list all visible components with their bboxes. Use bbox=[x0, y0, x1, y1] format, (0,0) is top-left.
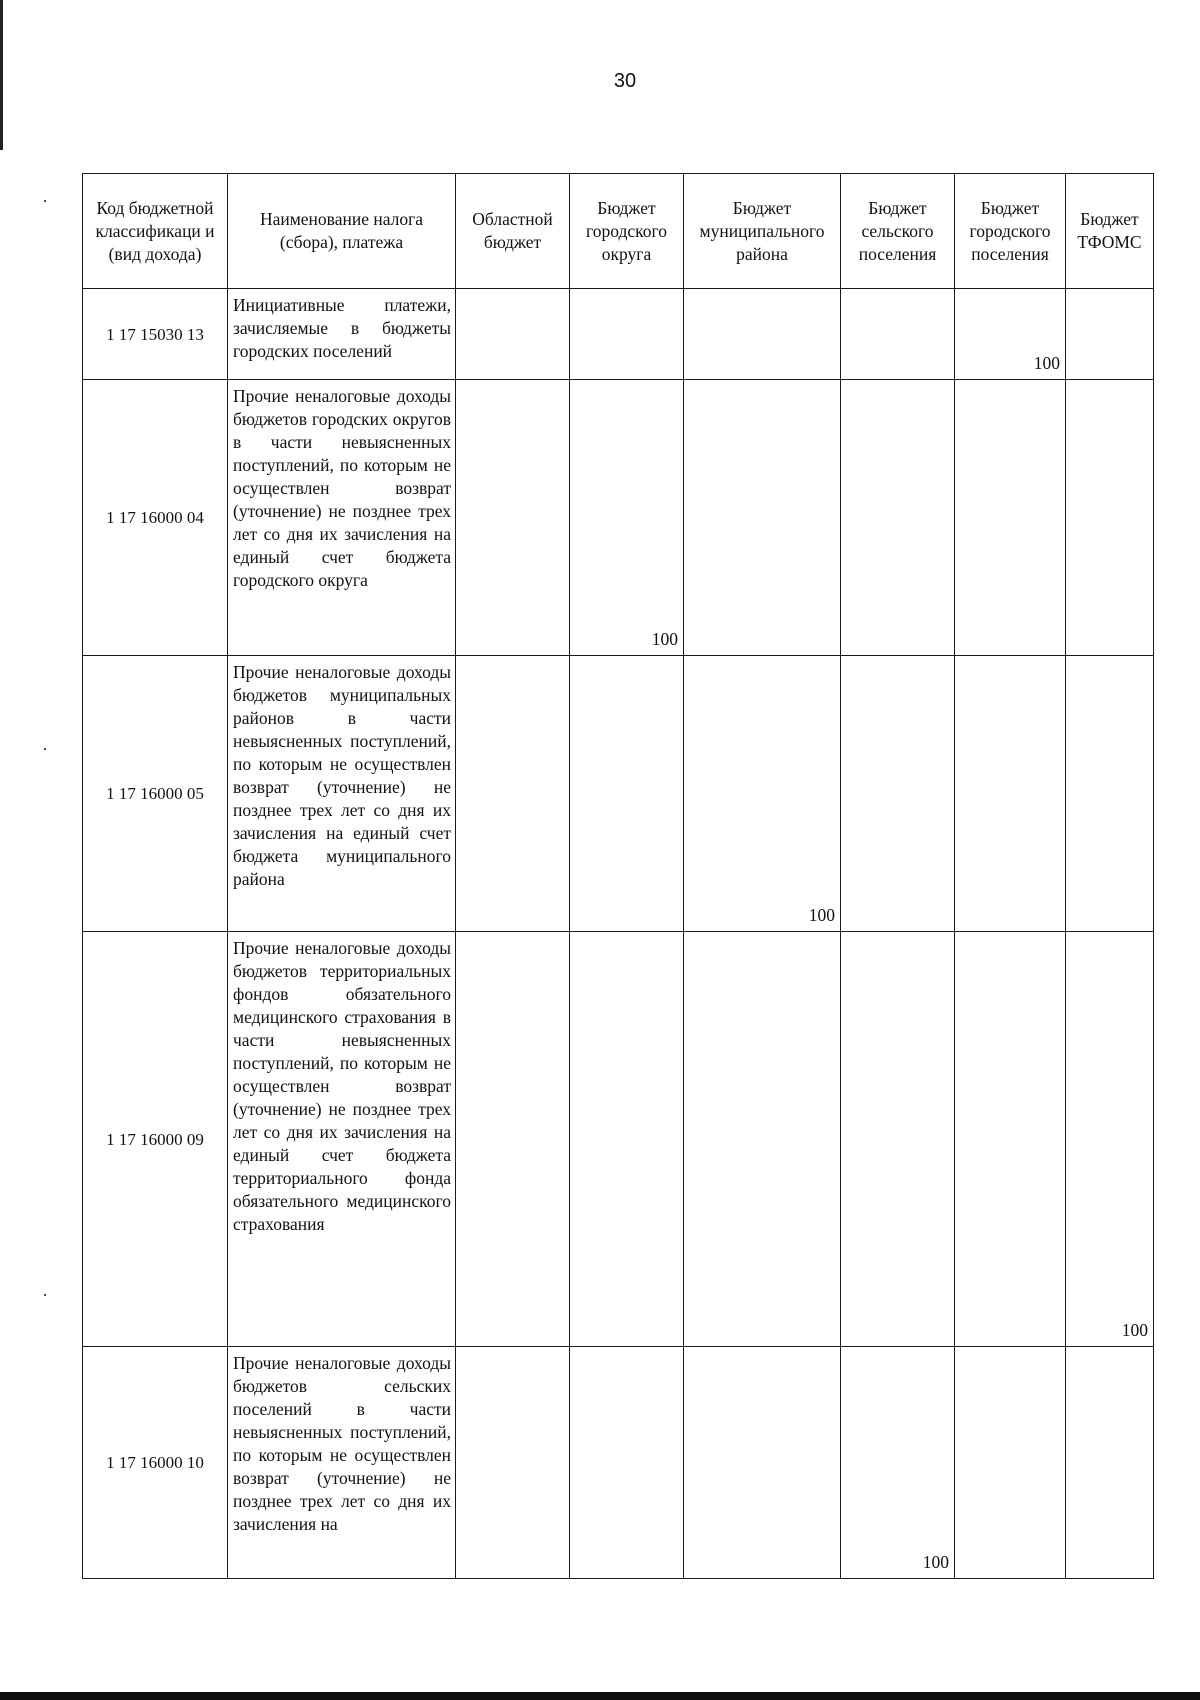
budget-classification-table bbox=[82, 173, 1154, 1579]
table-row bbox=[83, 289, 1154, 380]
cell-municipal-district bbox=[684, 1347, 841, 1579]
cell-tfoms bbox=[1066, 380, 1154, 656]
cell-city-district bbox=[570, 289, 684, 380]
row-name: Прочие неналоговые доходы бюджетов территориальных фондов обязательного медицинского страхования в части невыясненных поступлений, по которым не осуществлен возврат (уточнение) не позднее трех лет со дня их зачисления на единый счет бюджета территориального фонда обязательного медицинского страхования bbox=[228, 932, 456, 1347]
cell-regional bbox=[456, 932, 570, 1347]
header-tfoms-budget: Бюджет ТФОМС bbox=[1066, 174, 1154, 289]
table-header-row bbox=[83, 174, 1154, 289]
scan-speck bbox=[44, 1294, 46, 1296]
cell-rural-settlement: 100 bbox=[841, 1347, 955, 1579]
header-urban-settlement-budget: Бюджет городского поселения bbox=[955, 174, 1066, 289]
cell-tfoms bbox=[1066, 289, 1154, 380]
cell-urban-settlement bbox=[955, 656, 1066, 932]
cell-regional bbox=[456, 380, 570, 656]
header-regional-budget: Областной бюджет bbox=[456, 174, 570, 289]
row-code: 1 17 16000 05 bbox=[83, 656, 228, 932]
row-name: Инициативные платежи, зачисляемые в бюджеты городских поселений bbox=[228, 289, 456, 380]
budget-table-container bbox=[82, 173, 1153, 1579]
cell-rural-settlement bbox=[841, 656, 955, 932]
cell-municipal-district bbox=[684, 932, 841, 1347]
scan-bottom-edge bbox=[0, 1692, 1200, 1700]
cell-regional bbox=[456, 1347, 570, 1579]
row-code: 1 17 16000 04 bbox=[83, 380, 228, 656]
header-city-district-budget: Бюджет городского округа bbox=[570, 174, 684, 289]
table-row bbox=[83, 932, 1154, 1347]
row-name: Прочие неналоговые доходы бюджетов сельских поселений в части невыясненных поступлений, по которым не осуществлен возврат (уточнение) не позднее трех лет со дня их зачисления на bbox=[228, 1347, 456, 1579]
cell-tfoms bbox=[1066, 656, 1154, 932]
row-name: Прочие неналоговые доходы бюджетов муниципальных районов в части невыясненных поступлений, по которым не осуществлен возврат (уточнение) не позднее трех лет со дня их зачисления на единый счет бюджета муниципального района bbox=[228, 656, 456, 932]
table-row bbox=[83, 380, 1154, 656]
table-row bbox=[83, 1347, 1154, 1579]
row-code: 1 17 15030 13 bbox=[83, 289, 228, 380]
row-name: Прочие неналоговые доходы бюджетов городских округов в части невыясненных поступлений, по которым не осуществлен возврат (уточнение) не позднее трех лет со дня их зачисления на единый счет бюджета городского округа bbox=[228, 380, 456, 656]
cell-tfoms: 100 bbox=[1066, 932, 1154, 1347]
cell-rural-settlement bbox=[841, 932, 955, 1347]
cell-city-district bbox=[570, 1347, 684, 1579]
cell-city-district: 100 bbox=[570, 380, 684, 656]
header-municipal-district-budget: Бюджет муниципального района bbox=[684, 174, 841, 289]
cell-urban-settlement: 100 bbox=[955, 289, 1066, 380]
scan-speck bbox=[44, 748, 46, 750]
cell-urban-settlement bbox=[955, 380, 1066, 656]
cell-regional bbox=[456, 289, 570, 380]
header-code: Код бюджетной классификаци и (вид дохода) bbox=[83, 174, 228, 289]
cell-urban-settlement bbox=[955, 1347, 1066, 1579]
table-row bbox=[83, 656, 1154, 932]
cell-city-district bbox=[570, 656, 684, 932]
cell-rural-settlement bbox=[841, 289, 955, 380]
page-number: 30 bbox=[613, 70, 637, 92]
cell-rural-settlement bbox=[841, 380, 955, 656]
cell-tfoms bbox=[1066, 1347, 1154, 1579]
row-code: 1 17 16000 10 bbox=[83, 1347, 228, 1579]
header-tax-name: Наименование налога (сбора), платежа bbox=[228, 174, 456, 289]
scan-left-edge-mark bbox=[0, 0, 3, 150]
scan-speck bbox=[44, 200, 46, 202]
cell-municipal-district: 100 bbox=[684, 656, 841, 932]
cell-municipal-district bbox=[684, 380, 841, 656]
row-code: 1 17 16000 09 bbox=[83, 932, 228, 1347]
cell-city-district bbox=[570, 932, 684, 1347]
cell-municipal-district bbox=[684, 289, 841, 380]
cell-urban-settlement bbox=[955, 932, 1066, 1347]
header-rural-settlement-budget: Бюджет сельского поселения bbox=[841, 174, 955, 289]
cell-regional bbox=[456, 656, 570, 932]
